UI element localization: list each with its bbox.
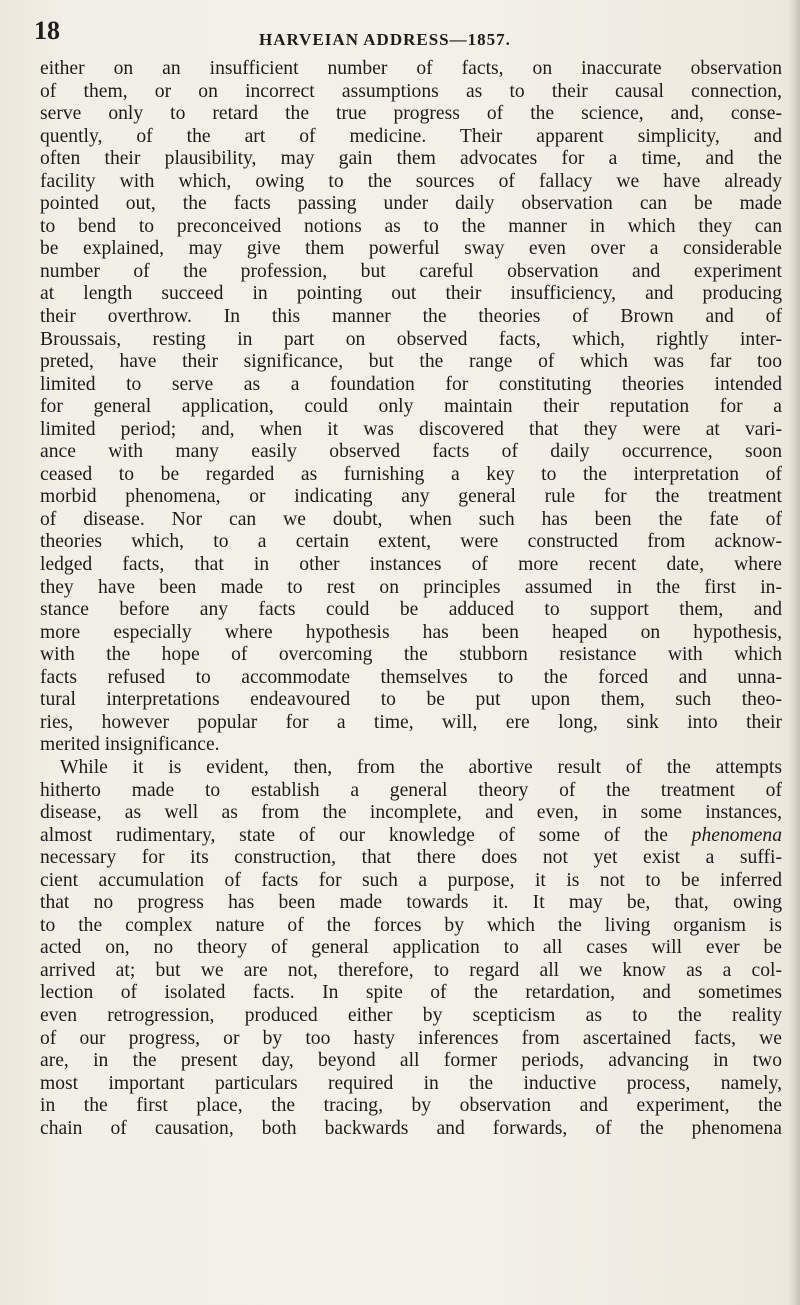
text-line: of them, or on incorrect assumptions as to their causal connection, bbox=[40, 80, 782, 102]
text-line: to the complex nature of the forces by which the living organism is bbox=[40, 914, 782, 936]
text-line: facts refused to accommodate themselves to the forced and unna- bbox=[40, 666, 782, 688]
text-line: pointed out, the facts passing under daily observation can be made bbox=[40, 193, 782, 215]
text-line: While it is evident, then, from the abortive result of the attempts bbox=[60, 756, 782, 778]
text-line: of our progress, or by too hasty inferences from ascertained facts, we bbox=[40, 1027, 782, 1049]
page-number: 18 bbox=[34, 16, 60, 45]
italic-word: phenomena bbox=[691, 824, 782, 846]
text-line: tural interpretations endeavoured to be put upon them, such theo- bbox=[40, 689, 782, 711]
text-line: more especially where hypothesis has been heaped on hypothesis, bbox=[40, 621, 782, 643]
text-line: stance before any facts could be adduced to support them, and bbox=[40, 599, 782, 621]
text-fragment: almost rudimentary, state of our knowledge of some of the bbox=[40, 824, 692, 846]
text-line: are, in the present day, beyond all former periods, advancing in two bbox=[40, 1050, 782, 1072]
text-line: cient accumulation of facts for such a purpose, it is not to be inferred bbox=[40, 869, 782, 891]
text-line: even retrogression, produced either by scepticism as to the reality bbox=[40, 1004, 782, 1026]
text-line: that no progress has been made towards it. It may be, that, owing bbox=[40, 892, 782, 914]
text-line: in the first place, the tracing, by observation and experiment, the bbox=[40, 1095, 782, 1117]
text-line: theories which, to a certain extent, were constructed from acknow- bbox=[40, 531, 782, 553]
text-line: hitherto made to establish a general theory of the treatment of bbox=[40, 779, 782, 801]
text-line bbox=[40, 825, 782, 848]
text-line: serve only to retard the true progress of the science, and, conse- bbox=[40, 103, 782, 125]
paragraph bbox=[40, 757, 782, 1140]
text-line: ries, however popular for a time, will, ere long, sink into their bbox=[40, 711, 782, 733]
text-line: of disease. Nor can we doubt, when such has been the fate of bbox=[40, 508, 782, 530]
text-line: necessary for its construction, that there does not yet exist a suffi- bbox=[40, 847, 782, 869]
text-line: morbid phenomena, or indicating any general rule for the treatment bbox=[40, 486, 782, 508]
text-line: merited insignificance. bbox=[40, 734, 220, 756]
text-line: Broussais, resting in part on observed facts, which, rightly inter- bbox=[40, 328, 782, 350]
body-text bbox=[40, 58, 782, 1140]
text-line: for general application, could only maintain their reputation for a bbox=[40, 396, 782, 418]
text-line: acted on, no theory of general application to all cases will ever be bbox=[40, 937, 782, 959]
text-line: quently, of the art of medicine. Their apparent simplicity, and bbox=[40, 125, 782, 147]
text-line: most important particulars required in the inductive process, namely, bbox=[40, 1072, 782, 1094]
text-line: chain of causation, both backwards and forwards, of the phenomena bbox=[40, 1117, 782, 1139]
text-line: either on an insufficient number of facts, on inaccurate observation bbox=[40, 58, 782, 79]
running-title: HARVEIAN ADDRESS—1857. bbox=[259, 30, 511, 49]
text-line: they have been made to rest on principles assumed in the first in- bbox=[40, 576, 782, 598]
text-line: preted, have their significance, but the range of which was far too bbox=[40, 351, 782, 373]
text-line: at length succeed in pointing out their insufficiency, and producing bbox=[40, 283, 782, 305]
text-line: ance with many easily observed facts of daily occurrence, soon bbox=[40, 441, 782, 463]
text-line: be explained, may give them powerful sway even over a considerable bbox=[40, 238, 782, 260]
text-line: their overthrow. In this manner the theories of Brown and of bbox=[40, 306, 782, 328]
page-edge-shadow bbox=[788, 0, 800, 1305]
text-line: lection of isolated facts. In spite of the retardation, and sometimes bbox=[40, 982, 782, 1004]
text-line: ceased to be regarded as furnishing a key to the interpretation of bbox=[40, 463, 782, 485]
text-line: often their plausibility, may gain them advocates for a time, and the bbox=[40, 148, 782, 170]
text-line: limited to serve as a foundation for constituting theories intended bbox=[40, 373, 782, 395]
text-line: arrived at; but we are not, therefore, to regard all we know as a col- bbox=[40, 959, 782, 981]
text-line: ledged facts, that in other instances of more recent date, where bbox=[40, 554, 782, 576]
text-line: limited period; and, when it was discovered that they were at vari- bbox=[40, 418, 782, 440]
text-line: facility with which, owing to the sources of fallacy we have already bbox=[40, 170, 782, 192]
paragraph bbox=[40, 58, 782, 757]
text-line: with the hope of overcoming the stubborn resistance with which bbox=[40, 644, 782, 666]
text-line: number of the profession, but careful observation and experiment bbox=[40, 260, 782, 282]
text-line: to bend to preconceived notions as to the manner in which they can bbox=[40, 215, 782, 237]
text-line: disease, as well as from the incomplete, and even, in some instances, bbox=[40, 802, 782, 824]
